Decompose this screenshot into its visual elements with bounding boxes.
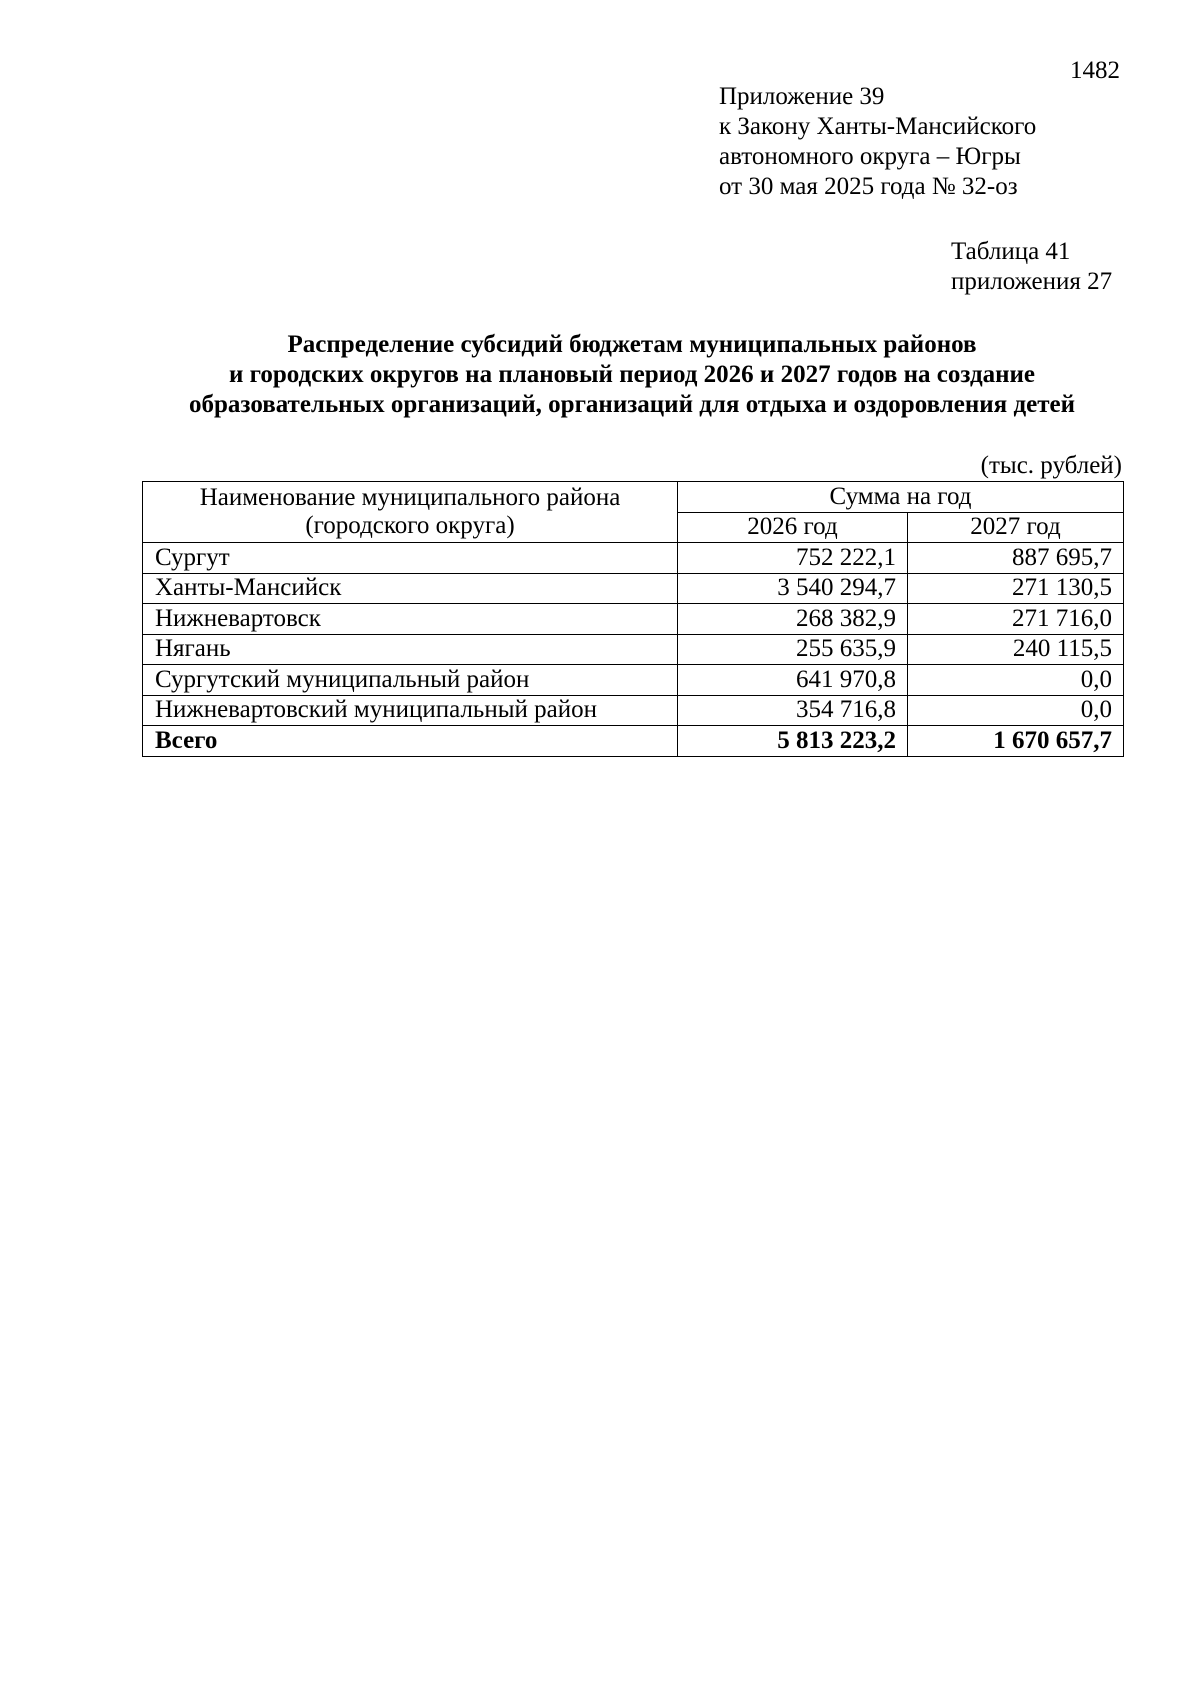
row-2027-cell: 887 695,7 bbox=[908, 543, 1124, 574]
header-year-2027: 2027 год bbox=[908, 512, 1124, 543]
row-2026-cell: 641 970,8 bbox=[678, 665, 908, 696]
header-sum-cell: Сумма на год bbox=[678, 482, 1124, 513]
header-name-line: Наименование муниципального района bbox=[199, 484, 621, 511]
total-name-cell: Всего bbox=[143, 726, 678, 757]
table-reference bbox=[951, 237, 1112, 297]
page-number: 1482 bbox=[1070, 57, 1120, 84]
row-name-cell: Сургут bbox=[143, 543, 678, 574]
table-row bbox=[143, 604, 1124, 635]
table-row bbox=[143, 573, 1124, 604]
header-year-2026: 2026 год bbox=[678, 512, 908, 543]
row-name-cell: Нижневартовск bbox=[143, 604, 678, 635]
table-reference-line: приложения 27 bbox=[951, 268, 1113, 295]
header-name-cell bbox=[143, 482, 678, 543]
table-row bbox=[143, 665, 1124, 696]
table-reference-line: Таблица 41 bbox=[951, 238, 1071, 265]
appendix-line: от 30 мая 2025 года № 32-оз bbox=[719, 173, 1018, 200]
row-name-cell: Нижневартовский муниципальный район bbox=[143, 695, 678, 726]
subsidy-table bbox=[142, 481, 1124, 757]
row-2026-cell: 268 382,9 bbox=[678, 604, 908, 635]
appendix-line: автономного округа – Югры bbox=[719, 143, 1021, 170]
row-2027-cell: 0,0 bbox=[908, 665, 1124, 696]
appendix-block bbox=[719, 82, 1036, 202]
table-row bbox=[143, 634, 1124, 665]
row-2027-cell: 0,0 bbox=[908, 695, 1124, 726]
row-2027-cell: 271 716,0 bbox=[908, 604, 1124, 635]
header-name-line: (городского округа) bbox=[305, 512, 515, 539]
total-2027-cell: 1 670 657,7 bbox=[908, 726, 1124, 757]
row-2026-cell: 354 716,8 bbox=[678, 695, 908, 726]
row-name-cell: Сургутский муниципальный район bbox=[143, 665, 678, 696]
title-line: и городских округов на плановый период 2026 и 2027 годов на создание bbox=[228, 361, 1036, 388]
row-2026-cell: 255 635,9 bbox=[678, 634, 908, 665]
table-header-row bbox=[143, 482, 1124, 513]
units-label: (тыс. рублей) bbox=[980, 452, 1122, 479]
title-line: Распределение субсидий бюджетам муниципальных районов bbox=[287, 331, 977, 358]
row-2026-cell: 752 222,1 bbox=[678, 543, 908, 574]
table-row bbox=[143, 543, 1124, 574]
appendix-line: Приложение 39 bbox=[719, 83, 885, 110]
row-2027-cell: 240 115,5 bbox=[908, 634, 1124, 665]
row-name-cell: Нягань bbox=[143, 634, 678, 665]
table-row bbox=[143, 695, 1124, 726]
row-name-cell: Ханты-Мансийск bbox=[143, 573, 678, 604]
total-2026-cell: 5 813 223,2 bbox=[678, 726, 908, 757]
row-2027-cell: 271 130,5 bbox=[908, 573, 1124, 604]
document-title bbox=[142, 330, 1122, 420]
appendix-line: к Закону Ханты-Мансийского bbox=[719, 113, 1037, 140]
title-line: образовательных организаций, организаций для отдыха и оздоровления детей bbox=[189, 391, 1075, 418]
row-2026-cell: 3 540 294,7 bbox=[678, 573, 908, 604]
table-total-row bbox=[143, 726, 1124, 757]
